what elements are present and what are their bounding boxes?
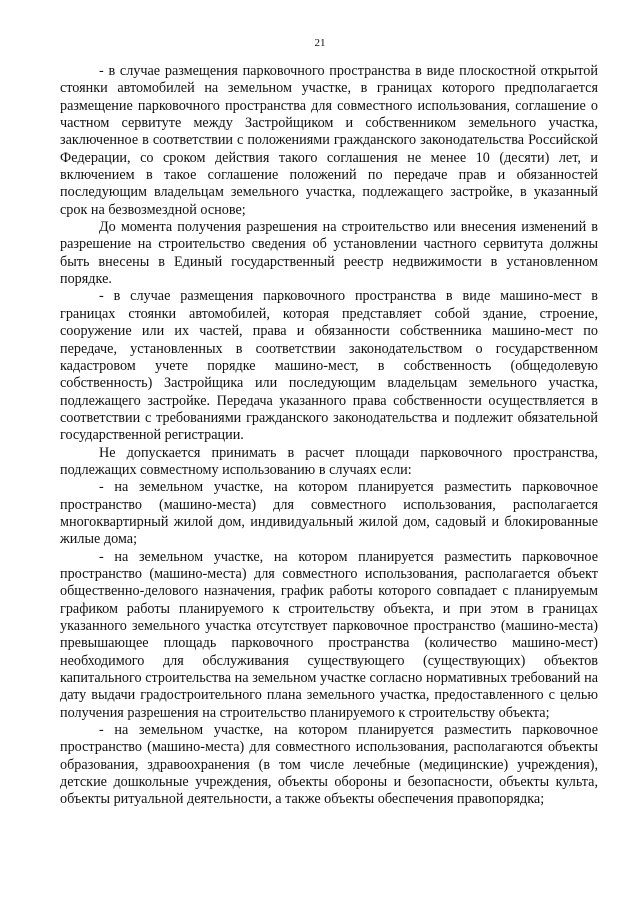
paragraph-servitude-flat-parking: - в случае размещения парковочного пространства в виде плоскостной открытой стоянки автомобилей на земельном участке, в границах которого предполагается размещение парковочного пространства для совместного использования, соглашение о частном сервитуте между Застройщиком и собственником земельного участка, заключенное в соответствии с положениями гражданского законодательства Российской Федерации, со сроком действия такого соглашения не менее 10 (десяти) лет, и включением в такое соглашение положений по передаче прав и обязанностей последующим владельцам земельного участка, подлежащего застройке, в указанный срок на безвозмездной основе; <box>60 63 598 218</box>
paragraph-parking-spaces-ownership: - в случае размещения парковочного пространства в виде машино-мест в границах стоянки автомобилей, которая представляет собой здание, строение, сооружение или их частей, права и обязанности собственника машино-мест по передаче, установленных в соответствии законодательством о государственном кадастровом учете порядке машино-мест, в собственность (общедолевую собственность) Застройщика или последующим владельцам земельного участка, подлежащего застройке. Передача указанного права собственности осуществляется в соответствии с требованиями гражданского законодательства и подлежит обязательной государственной регистрации. <box>60 288 598 444</box>
document-body <box>60 63 598 809</box>
paragraph-servitude-registration: До момента получения разрешения на строительство или внесения изменений в разрешение на строительство сведения об установлении частного сервитута должны быть внесены в Единый государственный реестр недвижимости в установленном порядке. <box>60 219 598 288</box>
paragraph-exclusions-intro: Не допускается принимать в расчет площади парковочного пространства, подлежащих совместному использованию в случаях если: <box>60 444 598 478</box>
paragraph-exclusion-business: - на земельном участке, на котором планируется разместить парковочное пространство (машино-места) для совместного использования, располагается объект общественно-делового назначения, график работы которого совпадает с планируемым графиком работы планируемого к строительству объекта, и при этом в границах указанного земельного участка отсутствует парковочное пространство (машино-места) превышающее площадь парковочного пространства (количество машино-мест) необходимого для обслуживания существующего (существующих) объектов капитального строительства на земельном участке согласно нормативных требований на дату выдачи градостроительного плана земельного участка, предоставленного с целью получения разрешения на строительство планируемого к строительству объекта; <box>60 548 598 721</box>
paragraph-exclusion-residential: - на земельном участке, на котором планируется разместить парковочное пространство (машино-места) для совместного использования, располагается многоквартирный жилой дом, индивидуальный жилой дом, садовый и блокированные жилые дома; <box>60 479 598 548</box>
paragraph-exclusion-special-objects: - на земельном участке, на котором планируется разместить парковочное пространство (машино-места) для совместного использования, располагаются объекты образования, здравоохранения (в том числе лечебные (медицинские) учреждения), детские дошкольные учреждения, объекты обороны и безопасности, объекты культа, объекты ритуальной деятельности, а также объекты обеспечения правопорядка; <box>60 722 598 808</box>
page-number: 21 <box>314 37 326 49</box>
